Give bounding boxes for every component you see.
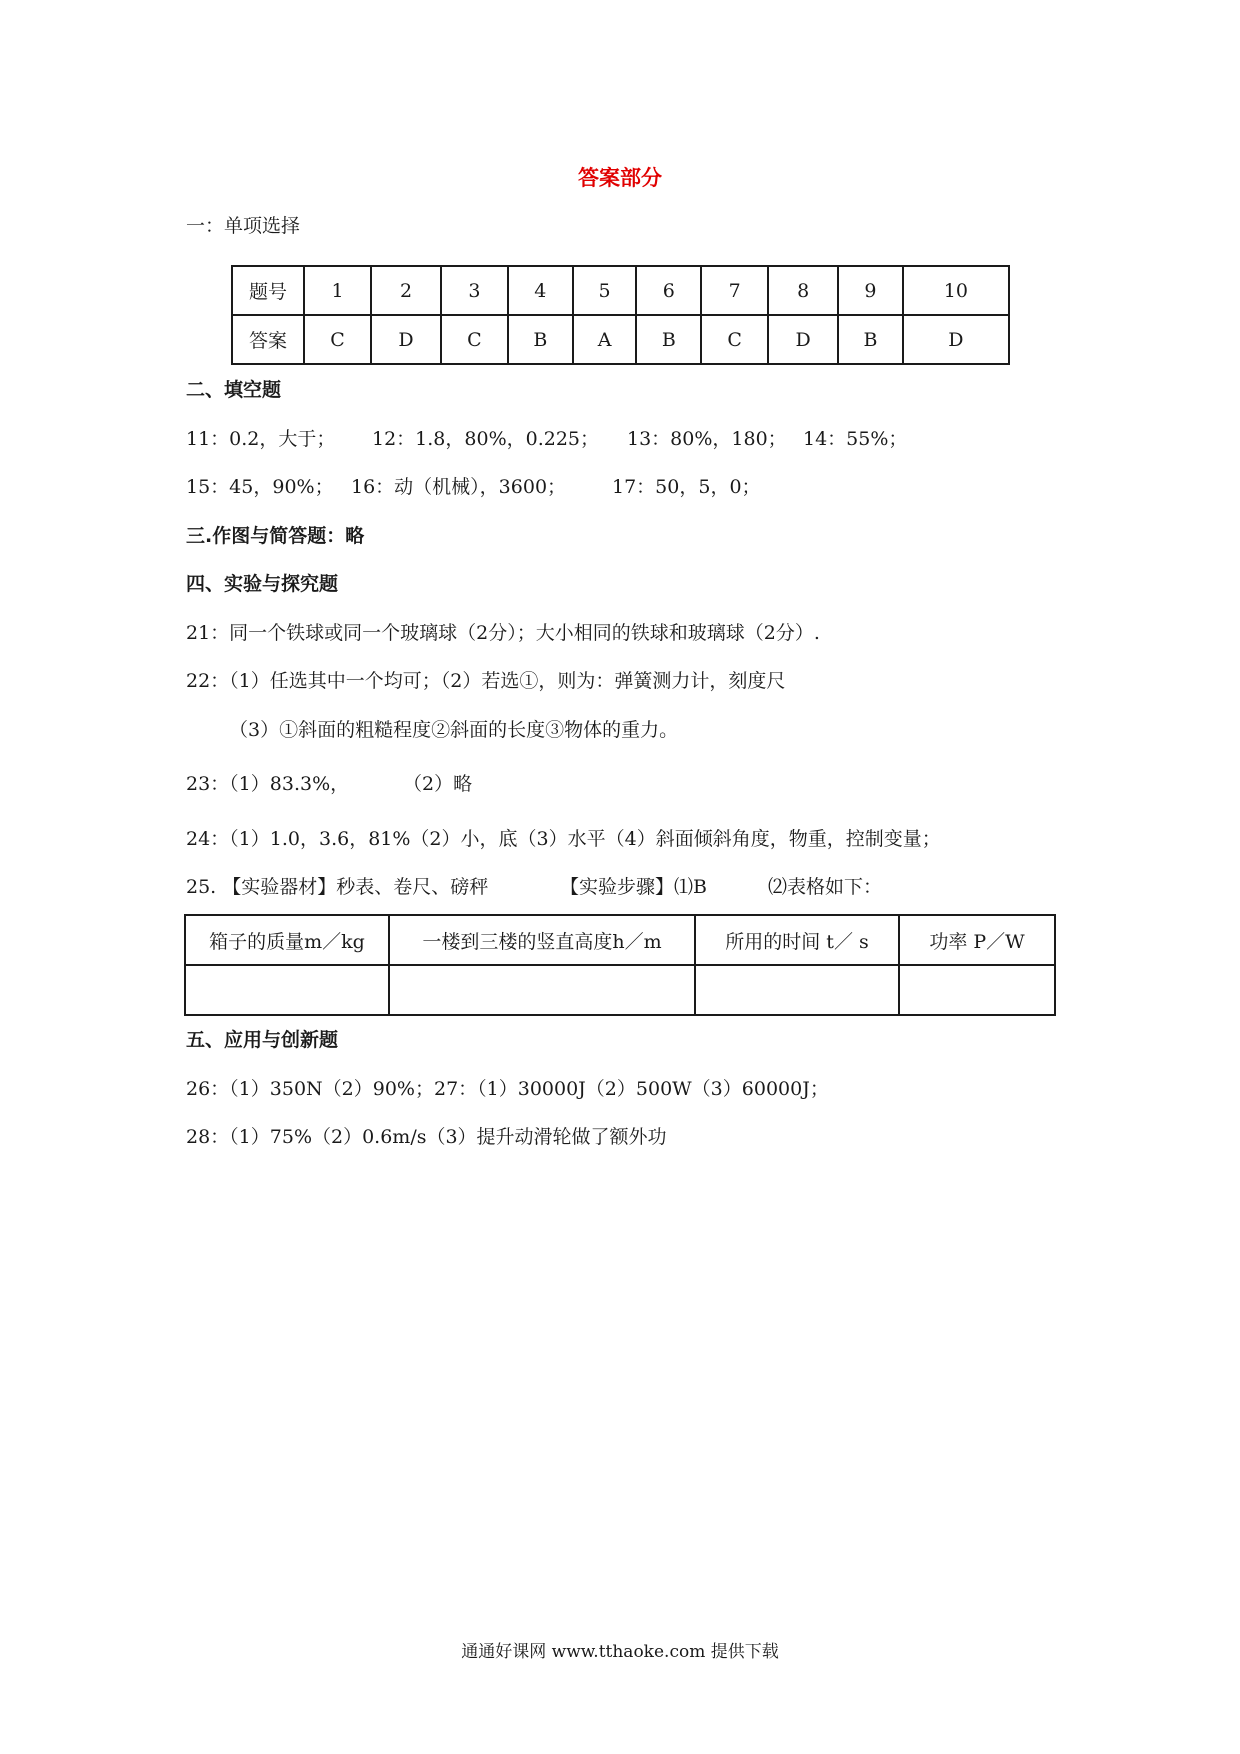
table-cell: 1 [304, 266, 371, 315]
table-cell: D [768, 315, 838, 364]
multiple-choice-answer-table [231, 265, 1010, 365]
table-cell: A [573, 315, 637, 364]
table-row [232, 266, 1009, 315]
table-cell: D [903, 315, 1009, 364]
table-cell-empty [389, 965, 695, 1015]
answer-q16: 16：动（机械），3600； [351, 476, 567, 498]
page-title: 答案部分 [578, 166, 662, 190]
table-header-time: 所用的时间 t／ s [695, 915, 899, 965]
answer-q25-steps: 【实验步骤】⑴B [560, 876, 707, 898]
table-row [185, 965, 1055, 1015]
section-heading-drawing: 三.作图与简答题：略 [186, 525, 365, 547]
section-heading-single-choice: 一：单项选择 [186, 215, 301, 237]
answer-q24: 24：（1）1.0，3.6，81%（2）小，底（3）水平（4）斜面倾斜角度，物重，控制变量； [186, 828, 941, 850]
table-cell: C [304, 315, 371, 364]
table-cell: 3 [441, 266, 508, 315]
table-row [185, 915, 1055, 965]
answer-q17: 17：50，5，0； [612, 476, 761, 498]
section-heading-application: 五、应用与创新题 [186, 1029, 339, 1051]
answer-q11: 11：0.2，大于； [186, 428, 336, 450]
answer-q26-q27: 26：（1）350N（2）90%；27：（1）30000J（2）500W（3）60000J； [186, 1078, 829, 1100]
table-header-power: 功率 P／W [899, 915, 1055, 965]
table-row-label-number: 题号 [232, 266, 304, 315]
answer-q23-part1: 23：（1）83.3%， [186, 773, 350, 795]
table-cell-empty [899, 965, 1055, 1015]
answer-q12: 12：1.8，80%，0.225； [372, 428, 600, 450]
table-cell: 6 [636, 266, 701, 315]
table-cell: D [371, 315, 441, 364]
answer-q14: 14：55%； [803, 428, 908, 450]
table-cell: B [508, 315, 573, 364]
table-cell: 9 [838, 266, 903, 315]
table-cell: 10 [903, 266, 1009, 315]
table-cell: 7 [701, 266, 768, 315]
table-row-label-answer: 答案 [232, 315, 304, 364]
answer-q22-part1: 22：（1）任选其中一个均可；（2）若选①，则为：弹簧测力计，刻度尺 [186, 670, 786, 692]
answer-q23-part2: （2）略 [403, 773, 473, 795]
section-heading-experiment: 四、实验与探究题 [186, 573, 339, 595]
answer-q21: 21：同一个铁球或同一个玻璃球（2分）；大小相同的铁球和玻璃球（2分）. [186, 622, 820, 644]
table-cell: B [636, 315, 701, 364]
answer-q13: 13：80%，180； [627, 428, 787, 450]
table-cell: C [701, 315, 768, 364]
table-cell: B [838, 315, 903, 364]
answer-q28: 28：（1）75%（2）0.6m/s（3）提升动滑轮做了额外功 [186, 1126, 667, 1148]
answer-q15: 15：45，90%； [186, 476, 334, 498]
table-cell: 5 [573, 266, 637, 315]
page-footer: 通通好课网 www.tthaoke.com 提供下载 [461, 1642, 779, 1662]
table-header-mass: 箱子的质量m／kg [185, 915, 389, 965]
table-cell: C [441, 315, 508, 364]
experiment-record-table [184, 914, 1056, 1016]
section-heading-fill-blank: 二、填空题 [186, 379, 282, 401]
table-row [232, 315, 1009, 364]
answer-q25-materials: 25. 【实验器材】秒表、卷尺、磅秤 [186, 876, 489, 898]
table-cell-empty [185, 965, 389, 1015]
table-cell: 2 [371, 266, 441, 315]
table-header-height: 一楼到三楼的竖直高度h／m [389, 915, 695, 965]
answer-q22-part2: （3）①斜面的粗糙程度②斜面的长度③物体的重力。 [229, 719, 679, 741]
table-cell: 8 [768, 266, 838, 315]
table-cell: 4 [508, 266, 573, 315]
answer-q25-table-intro: ⑵表格如下： [768, 876, 883, 898]
table-cell-empty [695, 965, 899, 1015]
